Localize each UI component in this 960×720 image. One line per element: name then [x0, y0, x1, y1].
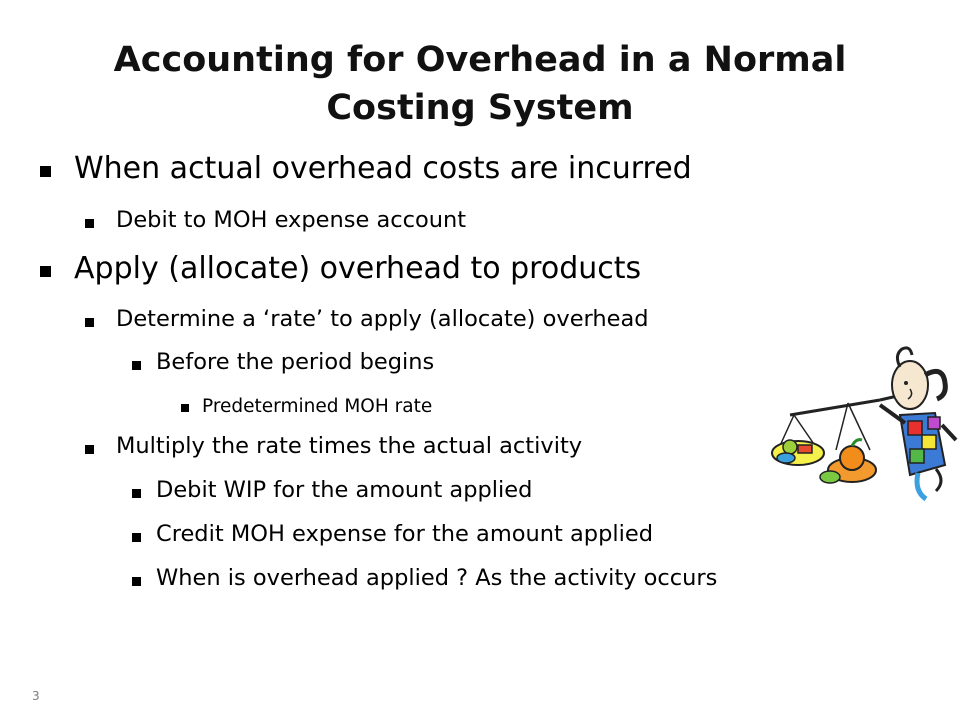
square-bullet-icon: [85, 445, 94, 454]
bullet-item: [116, 307, 649, 333]
bullet-item: [156, 522, 653, 548]
square-bullet-icon: [132, 489, 141, 498]
bullet-text: Debit to MOH expense account: [116, 207, 467, 233]
bullet-item: [156, 566, 717, 592]
slide-title: Accounting for Overhead in a Normal Costing System: [113, 40, 847, 128]
square-bullet-icon: [181, 404, 189, 412]
bullet-item: [156, 478, 532, 504]
square-bullet-icon: [40, 166, 51, 177]
bullet-text: Multiply the rate times the actual activity: [116, 433, 583, 459]
square-bullet-icon: [85, 219, 94, 228]
square-bullet-icon: [132, 533, 141, 542]
bullet-text: Predetermined MOH rate: [202, 396, 433, 417]
bullet-text: Apply (allocate) overhead to products: [74, 251, 642, 286]
bullet-item: [202, 396, 432, 417]
bullet-item: [74, 152, 692, 187]
bullet-item: [74, 252, 641, 287]
square-bullet-icon: [132, 361, 141, 370]
square-bullet-icon: [40, 266, 51, 277]
bullet-text: Before the period begins: [156, 349, 435, 375]
page-number: 3: [32, 689, 40, 703]
square-bullet-icon: [132, 577, 141, 586]
bullet-text: When actual overhead costs are incurred: [74, 151, 692, 186]
bullet-text: Credit MOH expense for the amount applied: [156, 521, 653, 547]
balance-scale-figure-icon: [760, 345, 960, 505]
square-bullet-icon: [85, 318, 94, 327]
bullet-text: Debit WIP for the amount applied: [156, 477, 533, 503]
bullet-item: [156, 350, 434, 376]
bullet-item: [116, 434, 582, 460]
bullet-text: Determine a ‘rate’ to apply (allocate) overhead: [116, 306, 649, 332]
bullet-text: When is overhead applied ? As the activity occurs: [156, 565, 718, 591]
bullet-item: [116, 208, 466, 234]
